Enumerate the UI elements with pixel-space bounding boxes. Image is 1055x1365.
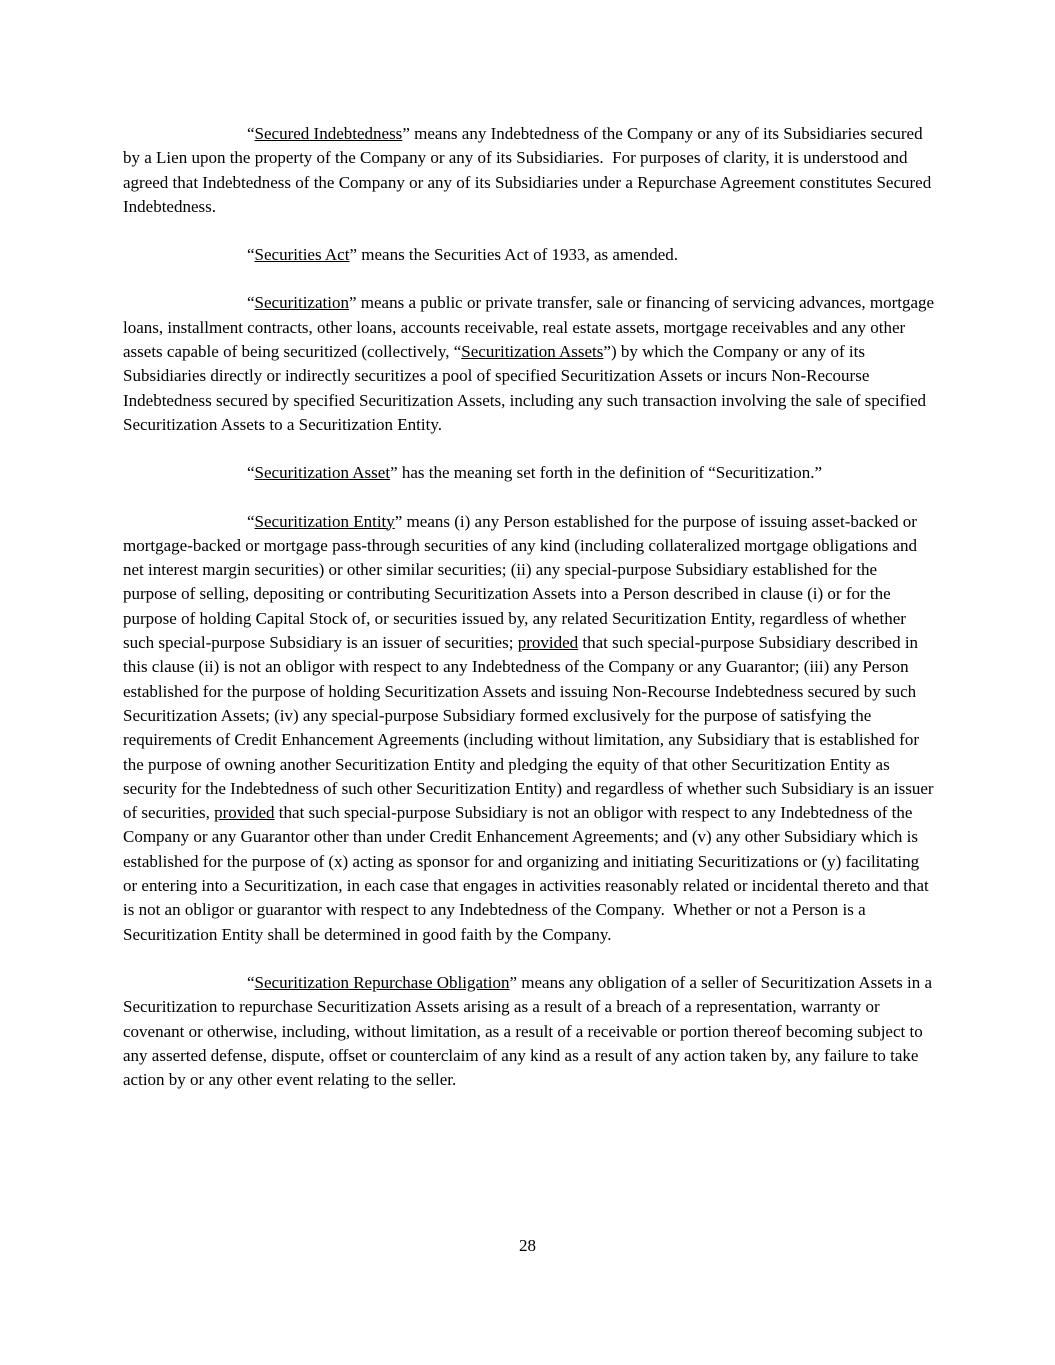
paragraph-text: ” means a public or private transfer, sale or financing of servicing advances, mortgage loans, installment contracts, other loans, accounts receivable, real estate assets, mortgage receivables and any other assets capable of being securitized (collectively, “ [123, 293, 939, 362]
paragraph-text: “ [247, 511, 255, 531]
page-number: 28 [519, 1236, 536, 1255]
paragraph-text: “ [247, 972, 255, 992]
defined-term: Securities Act [254, 245, 350, 265]
definition-paragraph [123, 291, 939, 437]
paragraph-text: that such special-purpose Subsidiary described in this clause (ii) is not an obligor with respect to any Indebtedness of the Company or any Guarantor; (iii) any Person established for the purpose of holding Securitization Assets and issuing Non-Recourse Indebtedness secured by such Securitization Assets; (iv) any special-purpose Subsidiary formed exclusively for the purpose of satisfying the requirements of Credit Enhancement Agreements (including without limitation, any Subsidiary that is established for the purpose of owning another Securitization Entity and pledging the equity of that other Securitization Entity as security for the Indebtedness of such other Securitization Entity) and regardless of whether such Subsidiary is an issuer of securities, [123, 633, 938, 823]
definition-paragraph [123, 510, 938, 947]
paragraph-text: “ [247, 293, 255, 313]
defined-term: provided [517, 633, 579, 653]
paragraph-text: ” means the Securities Act of 1933, as amended. [349, 245, 679, 265]
paragraph-text: ” means any Indebtedness of the Company or any of its Subsidiaries secured by a Lien upon the property of the Company or any of its Subsidiaries. For purposes of clarity, it is understood and agreed that Indebtedness of the Company or any of its Subsidiaries under a Repurchase Agreement constitutes Secured Indebtedness. [123, 124, 936, 216]
definitions-body [123, 122, 939, 1116]
paragraph-text: ” means any obligation of a seller of Securitization Assets in a Securitization to repurchase Securitization Assets arising as a result of a breach of a representation, warranty or covenant or otherwise, including, without limitation, as a result of a receivable or portion thereof becoming subject to any asserted defense, dispute, offset or counterclaim of any kind as a result of any action taken by, any failure to take action by or any other event relating to the seller. [123, 972, 937, 1090]
defined-term: Securitization Repurchase Obligation [254, 972, 510, 992]
paragraph-text: ” has the meaning set forth in the definition of “Securitization.” [390, 463, 823, 483]
paragraph-text: “ [247, 245, 255, 265]
paragraph-text: ” means (i) any Person established for the purpose of issuing asset-backed or mortgage-backed or mortgage pass-through securities of any kind (including collateralized mortgage obligations and net interest margin securities) or other similar securities; (ii) any special-purpose Subsidiary established for the purpose of selling, depositing or contributing Securitization Assets into a Person described in clause (i) or for the purpose of holding Capital Stock of, or securities issued by, any related Securitization Entity, regardless of whether such special-purpose Subsidiary is an issuer of securities; [123, 511, 922, 653]
defined-term: Securitization Entity [254, 511, 395, 531]
definition-paragraph [123, 971, 935, 1092]
defined-term: provided [214, 803, 275, 823]
paragraph-text: “ [247, 124, 255, 143]
defined-term: Secured Indebtedness [254, 124, 403, 143]
definition-paragraph [123, 461, 935, 485]
paragraph-text: ”) by which the Company or any of its Subsidiaries directly or indirectly securitizes a pool of specified Securitization Assets or incurs Non-Recourse Indebtedness secured by specified Securitization Assets, including any such transaction involving the sale of specified Securitization Assets to a Securitization Entity. [123, 342, 931, 434]
definition-paragraph [123, 122, 935, 219]
definition-paragraph [123, 243, 935, 267]
defined-term: Securitization [254, 293, 349, 313]
paragraph-text: that such special-purpose Subsidiary is not an obligor with respect to any Indebtedness of the Company or any Guarantor other than under Credit Enhancement Agreements; and (v) any other Subsidiary which is established for the purpose of (x) acting as sponsor for and organizing and initiating Securitizations or (y) facilitating or entering into a Securitization, in each case that engages in activities reasonably related or incidental thereto and that is not an obligor or guarantor with respect to any Indebtedness of the Company. Whether or not a Person is a Securitization Entity shall be determined in good faith by the Company. [123, 803, 934, 944]
defined-term: Securitization Assets [461, 342, 604, 362]
defined-term: Securitization Asset [254, 463, 391, 483]
paragraph-text: “ [247, 463, 255, 483]
